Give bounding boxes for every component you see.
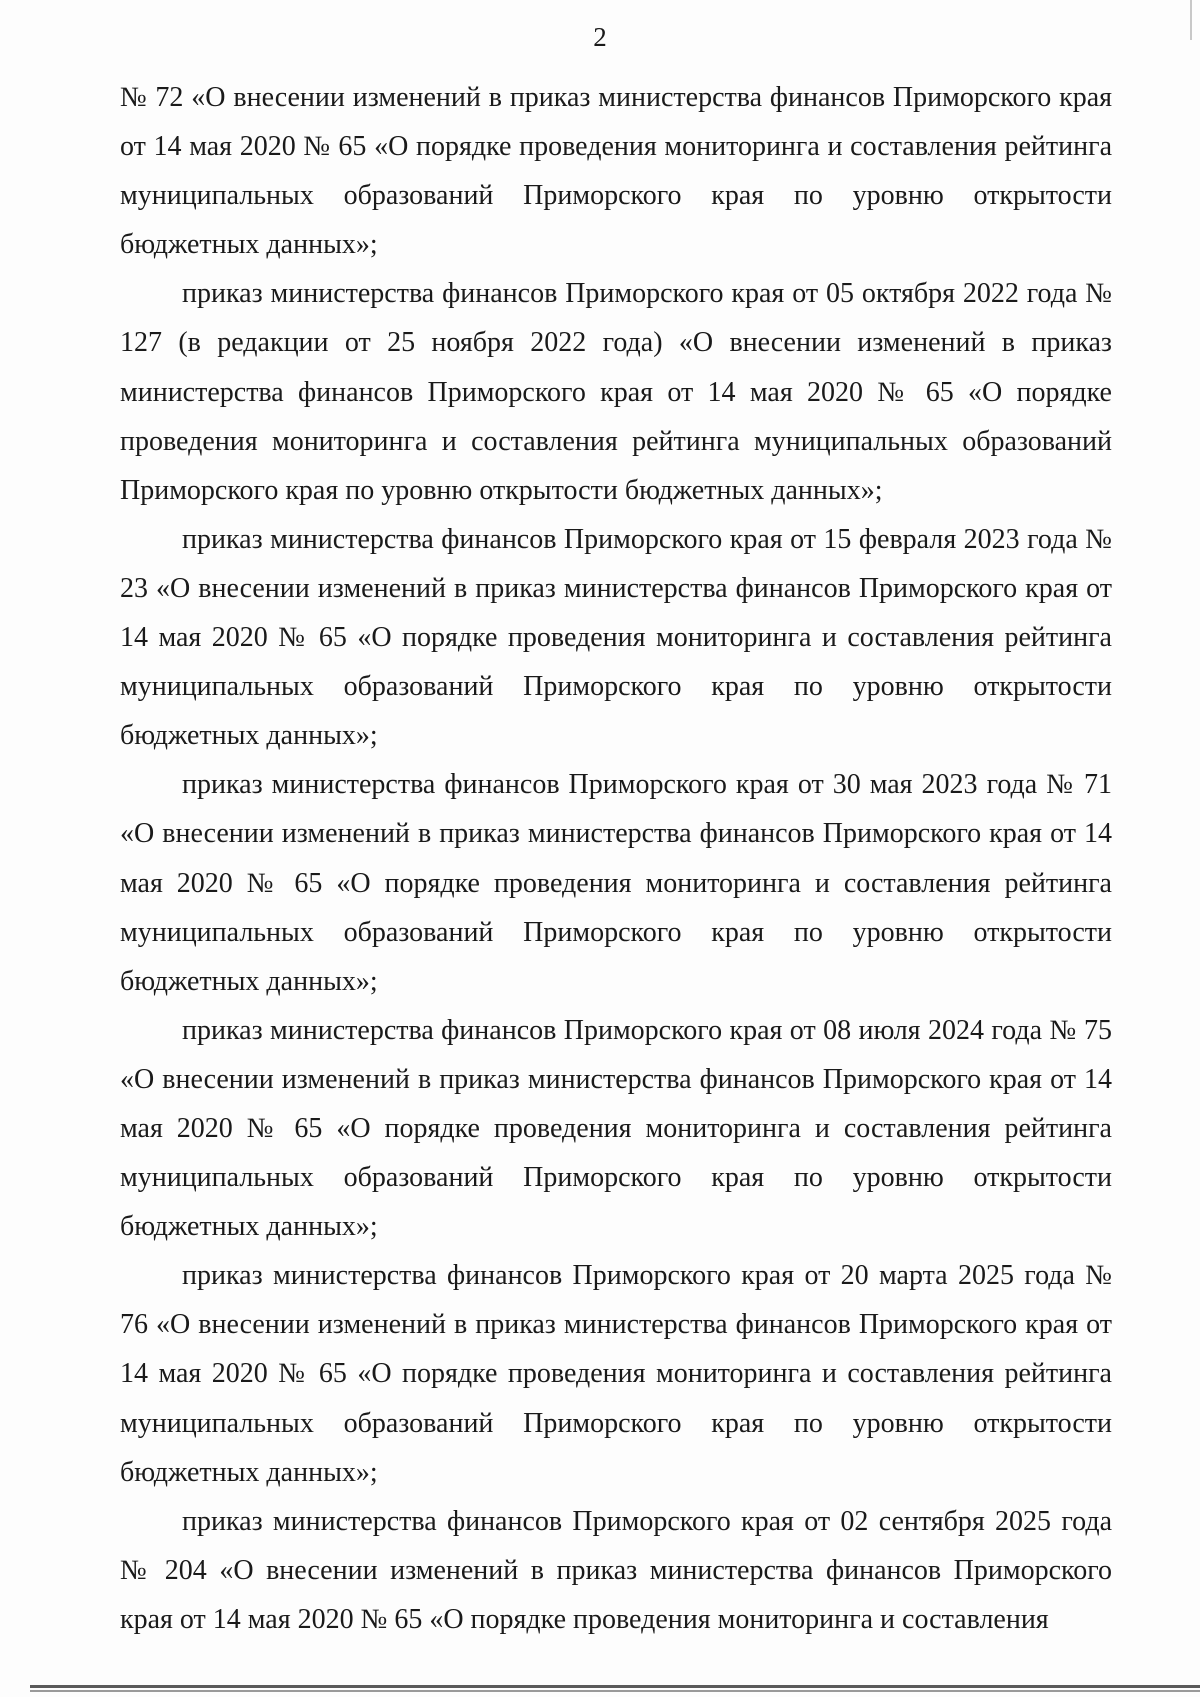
paragraph-order-2022-127: приказ министерства финансов Приморского края от 05 октября 2022 года № 127 (в редакции от 25 ноября 2022 года) «О внесении изменений в приказ министерства финансов Приморского края от 14 мая 2020 № 65 «О порядке проведения мониторинга и составления рейтинга муниципальных образований Приморского края по уровню открытости бюджетных данных»; (120, 278, 1112, 506)
page-bottom-rule (30, 1685, 1200, 1688)
paragraph-continuation: № 72 «О внесении изменений в приказ министерства финансов Приморского края от 14 мая 2020 № 65 «О порядке проведения мониторинга и составления рейтинга муниципальных образований Приморского края по уровню открытости бюджетных данных»; (120, 82, 1112, 261)
paragraph-order-2024-75: приказ министерства финансов Приморского края от 08 июля 2024 года № 75 «О внесении изменений в приказ министерства финансов Приморского края от 14 мая 2020 № 65 «О порядке проведения мониторинга и составления рейтинга муниципальных образований Приморского края по уровню открытости бюджетных данных»; (120, 1014, 1112, 1243)
paragraph-order-2023-23: приказ министерства финансов Приморского края от 15 февраля 2023 года № 23 «О внесении изменений в приказ министерства финансов Приморского края от 14 мая 2020 № 65 «О порядке проведения мониторинга и составления рейтинга муниципальных образований Приморского края по уровню открытости бюджетных данных»; (120, 523, 1112, 752)
document-body (120, 73, 1112, 1644)
paragraph-order-2023-71: приказ министерства финансов Приморского края от 30 мая 2023 года № 71 «О внесении изменений в приказ министерства финансов Приморского края от 14 мая 2020 № 65 «О порядке проведения мониторинга и составления рейтинга муниципальных образований Приморского края по уровню открытости бюджетных данных»; (120, 769, 1112, 997)
page-bottom-rule-secondary (30, 1690, 1200, 1692)
paragraph-order-2025-204: приказ министерства финансов Приморского края от 02 сентября 2025 года № 204 «О внесении изменений в приказ министерства финансов Приморского края от 14 мая 2020 № 65 «О порядке проведения мониторинга и составления (120, 1505, 1112, 1635)
page-number: 2 (593, 22, 607, 52)
paragraph-order-2025-76: приказ министерства финансов Приморского края от 20 марта 2025 года № 76 «О внесении изменений в приказ министерства финансов Приморского края от 14 мая 2020 № 65 «О порядке проведения мониторинга и составления рейтинга муниципальных образований Приморского края по уровню открытости бюджетных данных»; (120, 1260, 1112, 1488)
